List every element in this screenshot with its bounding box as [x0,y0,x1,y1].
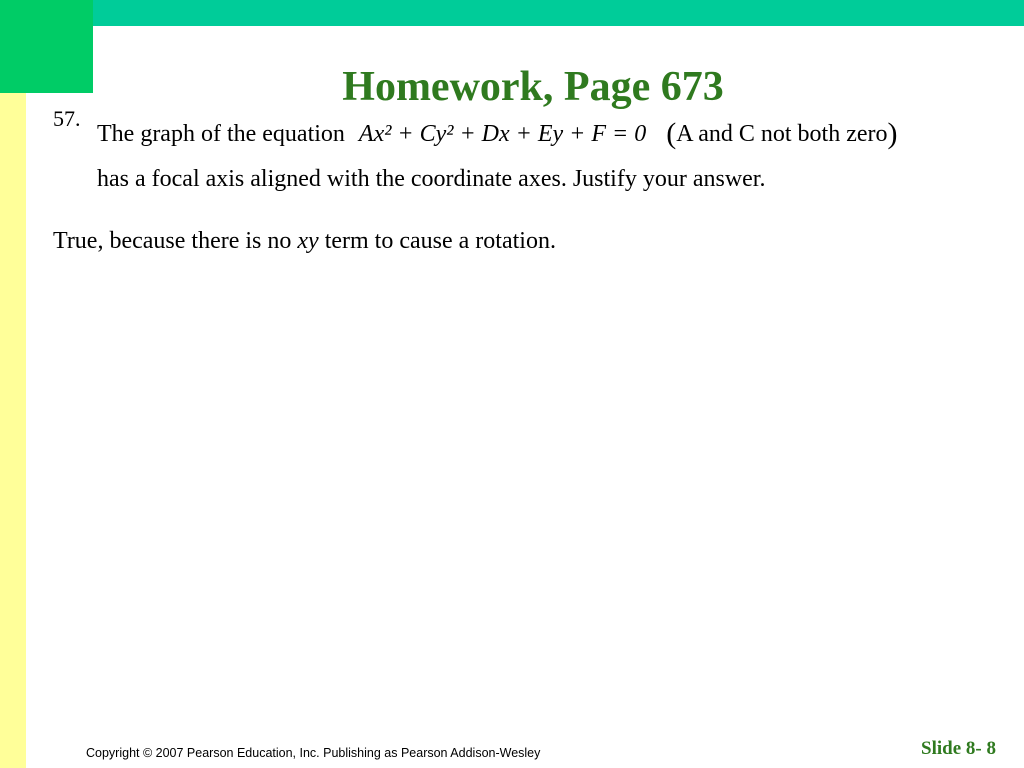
slide-title: Homework, Page 673 [342,64,724,110]
slide-number: Slide 8- 8 [921,738,996,759]
question-line-2: has a focal axis aligned with the coordinate axes. Justify your answer. [97,166,766,192]
left-accent-bar [0,0,26,768]
question-prefix: The graph of the equation [97,121,345,147]
paren-text: A and C not both zero [676,121,888,147]
answer-suffix: term to cause a rotation. [318,228,556,254]
equation: Ax² + Cy² + Dx + Ey + F = 0 [358,121,647,147]
paren-open: ( [666,117,677,150]
answer-prefix: True, because there is no [53,228,298,254]
copyright-footer: Copyright © 2007 Pearson Education, Inc. Publishing as Pearson Addison-Wesley [86,746,541,760]
problem-number: 57. [53,106,81,131]
answer-variable: xy [297,228,319,254]
top-accent-bar [0,0,1024,26]
question-line-1 [97,117,898,151]
paren-close: ) [887,117,898,150]
answer-text [53,228,556,255]
